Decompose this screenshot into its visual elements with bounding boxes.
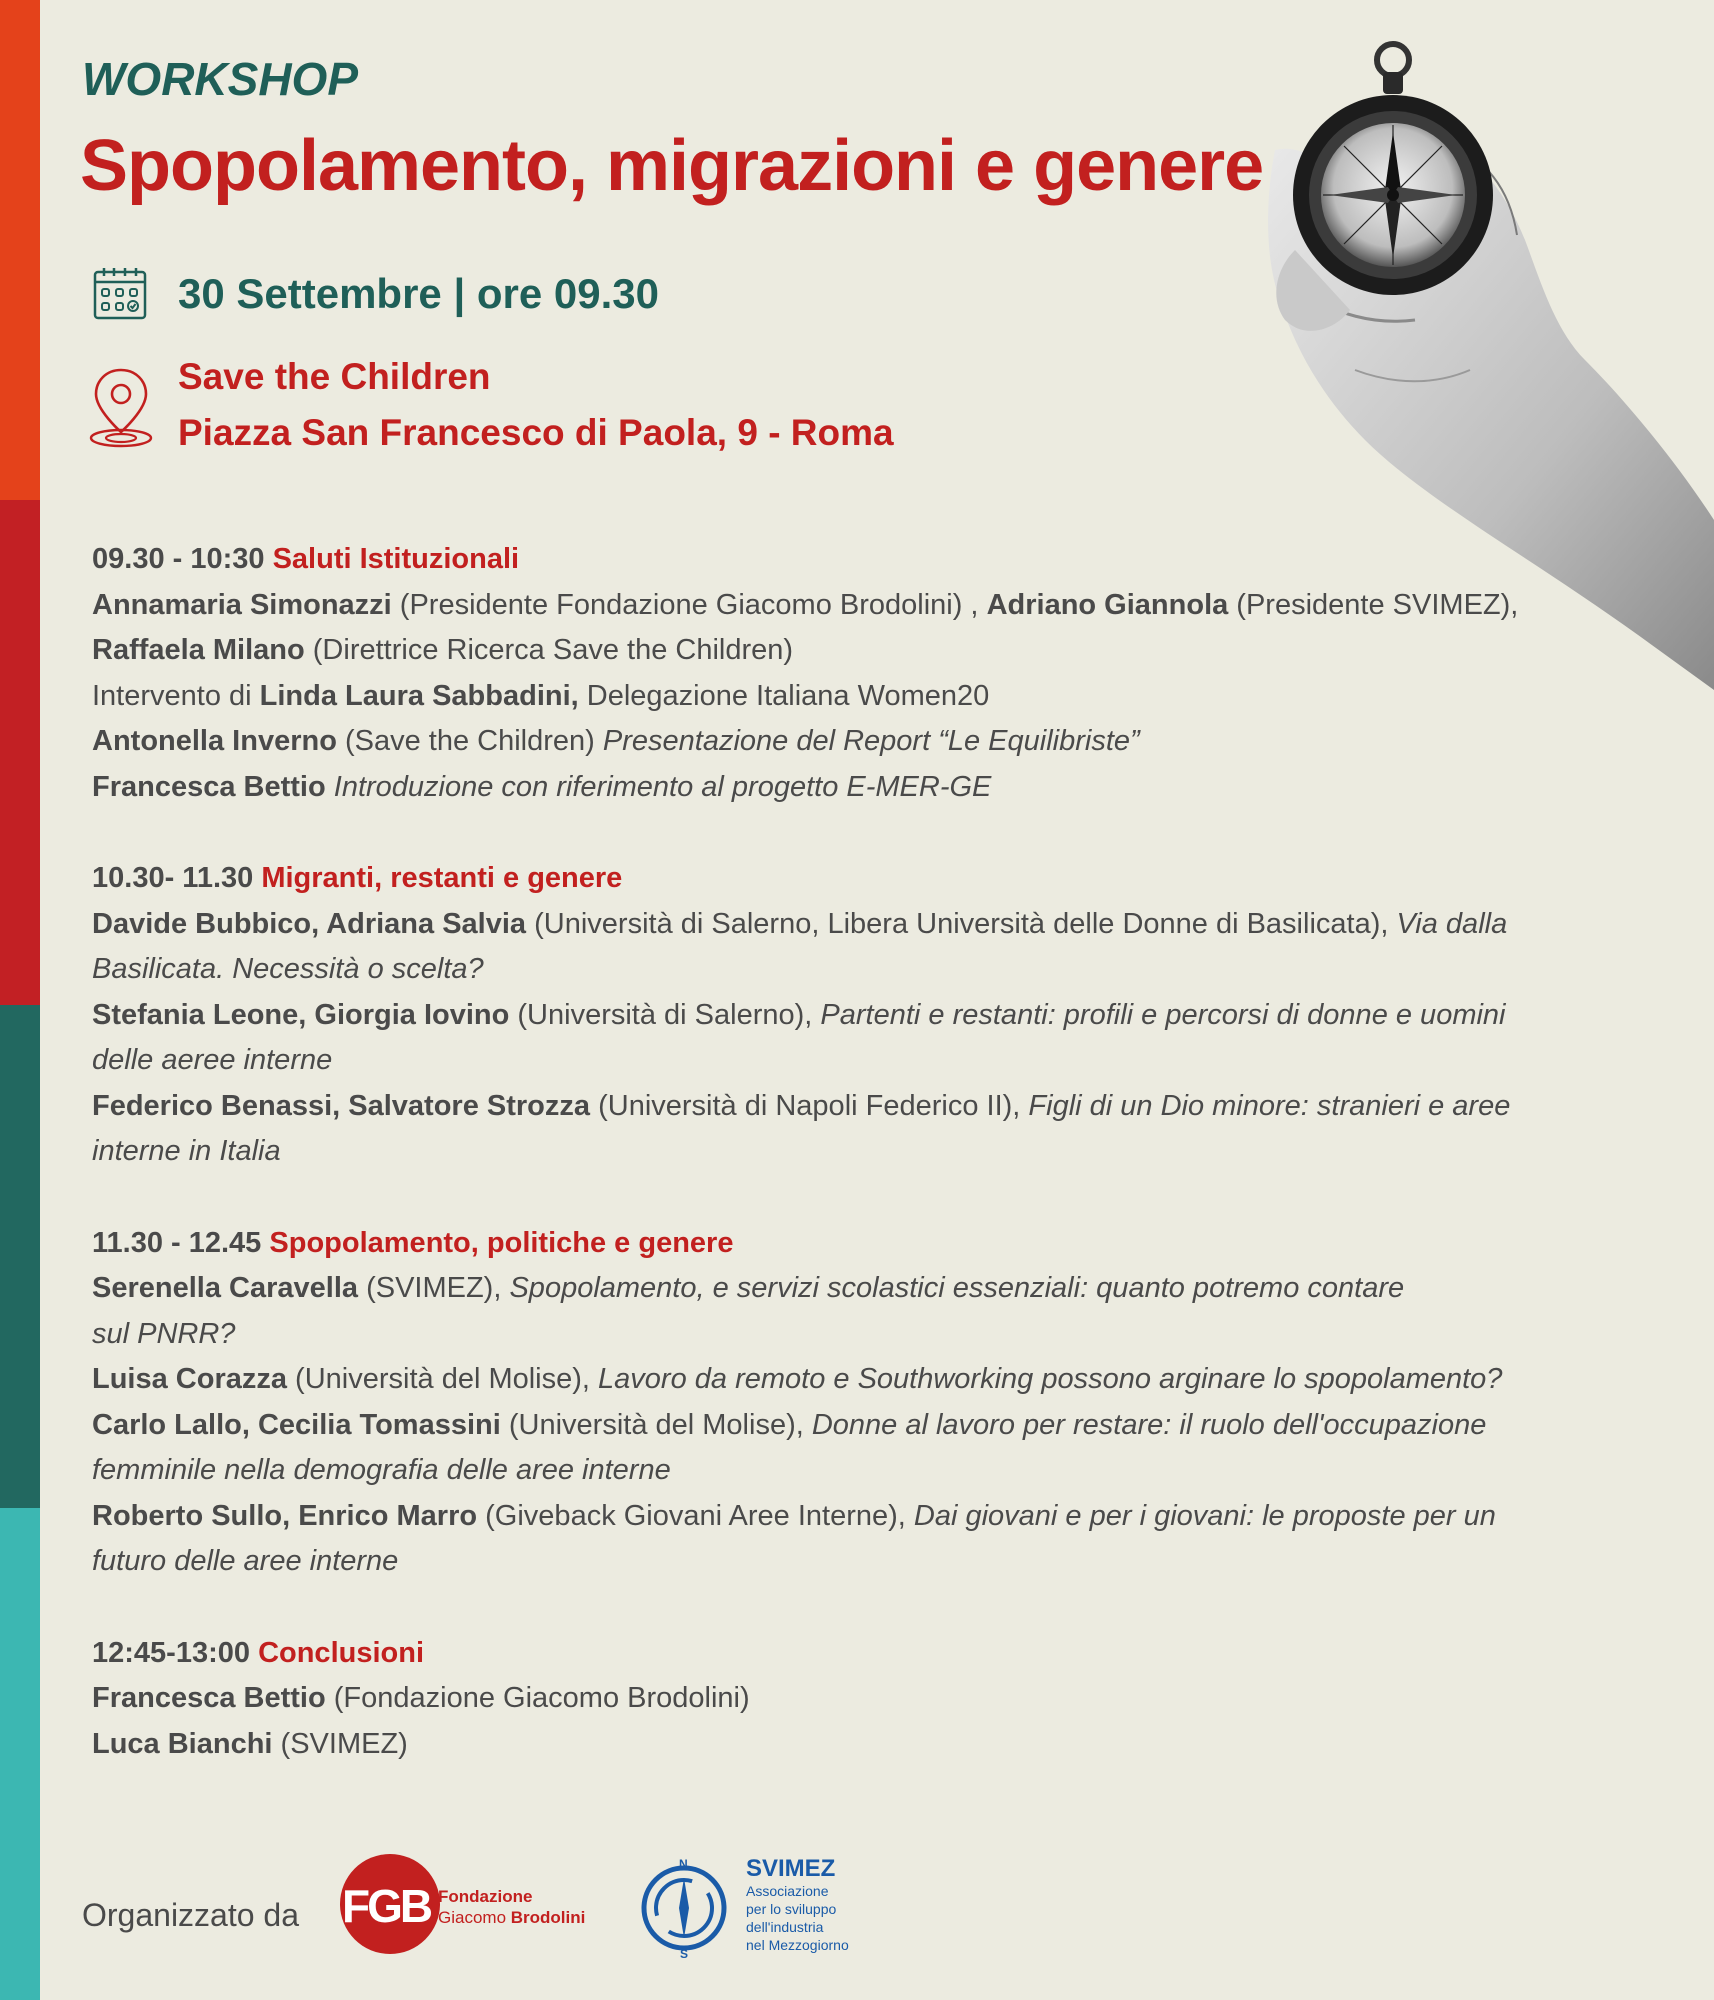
map-pin-icon <box>88 366 154 450</box>
workshop-label: WORKSHOP <box>82 53 358 105</box>
page-title: Spopolamento, migrazioni e genere <box>80 126 1264 206</box>
speaker-affiliation: (Giveback Giovani Aree Interne), <box>477 1499 914 1532</box>
svimez-logo <box>636 1852 876 1962</box>
program-block <box>92 537 1632 810</box>
fgb-logo-mark: FGB <box>342 1880 431 1932</box>
speaker-name: Francesca Bettio <box>92 1682 326 1714</box>
svimez-line: dell'industria <box>746 1919 824 1935</box>
session-title: Conclusioni <box>258 1636 425 1669</box>
talk-title: Partenti e restanti: profili e percorsi di donne e uomini <box>820 998 1506 1031</box>
speaker-line <box>92 902 1632 948</box>
svimez-name: SVIMEZ <box>746 1855 836 1882</box>
speaker-line <box>92 1129 1632 1175</box>
session-title: Saluti Istituzionali <box>272 543 520 575</box>
venue-name: Save the Children <box>178 356 491 397</box>
speaker-line <box>92 719 1632 765</box>
speaker-affiliation: (Università del Molise), <box>287 1363 599 1395</box>
speaker-affiliation: Delegazione Italiana Women20 <box>578 679 990 712</box>
talk-title: Via dalla <box>1396 907 1508 940</box>
svimez-line: per lo sviluppo <box>746 1901 837 1917</box>
session-time: 11.30 - 12.45 <box>92 1226 262 1259</box>
session-time: 10.30- 11.30 <box>92 862 254 894</box>
speaker-affiliation <box>326 771 334 803</box>
speaker-line <box>92 1403 1632 1449</box>
session-header <box>92 1631 1632 1677</box>
talk-title: Lavoro da remoto e Southworking possono arginare lo spopolamento? <box>598 1363 1503 1395</box>
speaker-line <box>92 1722 1632 1768</box>
talk-title: delle aeree interne <box>92 1044 333 1076</box>
talk-title: Introduzione con riferimento al progetto E-MER-GE <box>333 770 992 803</box>
svg-text:Giacomo Brodolini <box>438 1908 585 1927</box>
speaker-line <box>92 674 1632 720</box>
speaker-line <box>92 1539 1632 1585</box>
speaker-name: Stefania Leone, Giorgia Iovino <box>92 998 510 1031</box>
speaker-line <box>92 993 1632 1039</box>
speaker-line <box>92 1494 1632 1540</box>
speaker-name: Raffaela Milano <box>92 634 305 666</box>
speaker-name: Luca Bianchi <box>92 1727 273 1760</box>
session-title: Spopolamento, politiche e genere <box>269 1226 734 1259</box>
speaker-affiliation: (Save the Children) <box>336 725 603 757</box>
speaker-line <box>92 583 1632 629</box>
speaker-name: Adriano Giannola <box>986 588 1229 621</box>
fgb-logo-line2a: Giacomo <box>438 1908 511 1927</box>
talk-title: futuro delle aree interne <box>92 1545 399 1577</box>
program-list <box>92 537 1632 1813</box>
speaker-name: Francesca Bettio <box>92 770 326 803</box>
fgb-logo-line1: Fondazione <box>438 1887 533 1906</box>
session-time: 09.30 - 10:30 <box>92 543 265 575</box>
side-strip-orange <box>0 0 40 500</box>
speaker-affiliation: (SVIMEZ) <box>272 1727 408 1760</box>
speaker-line <box>92 1357 1632 1403</box>
speaker-affiliation: (Università di Salerno, Libera Università delle Donne di Basilicata), <box>526 907 1397 940</box>
session-time: 12:45-13:00 <box>92 1636 250 1669</box>
talk-title: Basilicata. Necessità o scelta? <box>92 953 484 985</box>
program-block <box>92 1221 1632 1585</box>
session-title: Migranti, restanti e genere <box>261 862 623 894</box>
speaker-name: Luisa Corazza <box>92 1363 287 1395</box>
svimez-south: S <box>680 1947 689 1961</box>
speaker-affiliation: (Direttrice Ricerca Save the Children) <box>304 634 794 666</box>
speaker-line <box>92 1676 1632 1722</box>
session-header <box>92 856 1632 902</box>
talk-title: sul PNRR? <box>92 1317 236 1350</box>
speaker-name: Carlo Lallo, Cecilia Tomassini <box>92 1408 501 1441</box>
session-header <box>92 537 1632 583</box>
speaker-line <box>92 765 1632 811</box>
speaker-line <box>92 1084 1632 1130</box>
speaker-line <box>92 1038 1632 1084</box>
program-block <box>92 856 1632 1175</box>
speaker-name: Linda Laura Sabbadini, <box>259 679 579 712</box>
svimez-line: nel Mezzogiorno <box>746 1937 849 1953</box>
program-block <box>92 1631 1632 1768</box>
speaker-name: Antonella Inverno <box>92 725 337 757</box>
fgb-logo <box>338 1852 598 1956</box>
talk-title: Dai giovani e per i giovani: le proposte per un <box>913 1499 1496 1532</box>
speaker-line <box>92 947 1632 993</box>
side-strip-green <box>0 1005 40 1508</box>
talk-title: interne in Italia <box>92 1135 281 1167</box>
venue-address: Piazza San Francesco di Paola, 9 - Roma <box>178 412 894 453</box>
svimez-line: Associazione <box>746 1883 829 1899</box>
session-header <box>92 1221 1632 1267</box>
side-strip-teal <box>0 1508 40 2000</box>
speaker-affiliation: (Università di Napoli Federico II), <box>590 1089 1029 1122</box>
side-strip-red <box>0 500 40 1005</box>
speaker-name: Davide Bubbico, Adriana Salvia <box>92 907 527 940</box>
speaker-affiliation: (Università del Molise), <box>500 1408 812 1441</box>
speaker-line <box>92 1312 1632 1358</box>
talk-title: Spopolamento, e servizi scolastici essenziali: quanto potremo contare <box>509 1272 1405 1304</box>
speaker-affiliation: (SVIMEZ), <box>358 1272 510 1304</box>
talk-title: femminile nella demografia delle aree interne <box>92 1454 671 1486</box>
speaker-line <box>92 1266 1632 1312</box>
talk-title: Presentazione del Report “Le Equilibriste” <box>602 725 1140 757</box>
speaker-line <box>92 628 1632 674</box>
speaker-name: Roberto Sullo, Enrico Marro <box>92 1499 478 1532</box>
talk-title: Figli di un Dio minore: stranieri e aree <box>1028 1089 1511 1122</box>
speaker-affiliation: (Presidente Fondazione Giacomo Brodolini) , <box>391 588 987 621</box>
calendar-icon <box>92 266 148 322</box>
speaker-affiliation: (Università di Salerno), <box>509 998 821 1031</box>
event-date: 30 Settembre | ore 09.30 <box>178 270 660 317</box>
talk-title: Donne al lavoro per restare: il ruolo dell'occupazione <box>811 1408 1487 1441</box>
svimez-north: N <box>679 1857 688 1871</box>
speaker-name: Serenella Caravella <box>92 1272 359 1304</box>
speaker-name: Federico Benassi, Salvatore Strozza <box>92 1089 591 1122</box>
speaker-line <box>92 1448 1632 1494</box>
organized-by-label: Organizzato da <box>82 1897 300 1933</box>
speaker-affiliation: (Fondazione Giacomo Brodolini) <box>325 1682 750 1714</box>
speaker-name: Annamaria Simonazzi <box>92 588 392 621</box>
speaker-affiliation: (Presidente SVIMEZ), <box>1228 588 1519 621</box>
fgb-logo-line2b: Brodolini <box>510 1908 586 1927</box>
speaker-prefix: Intervento di <box>92 679 260 712</box>
